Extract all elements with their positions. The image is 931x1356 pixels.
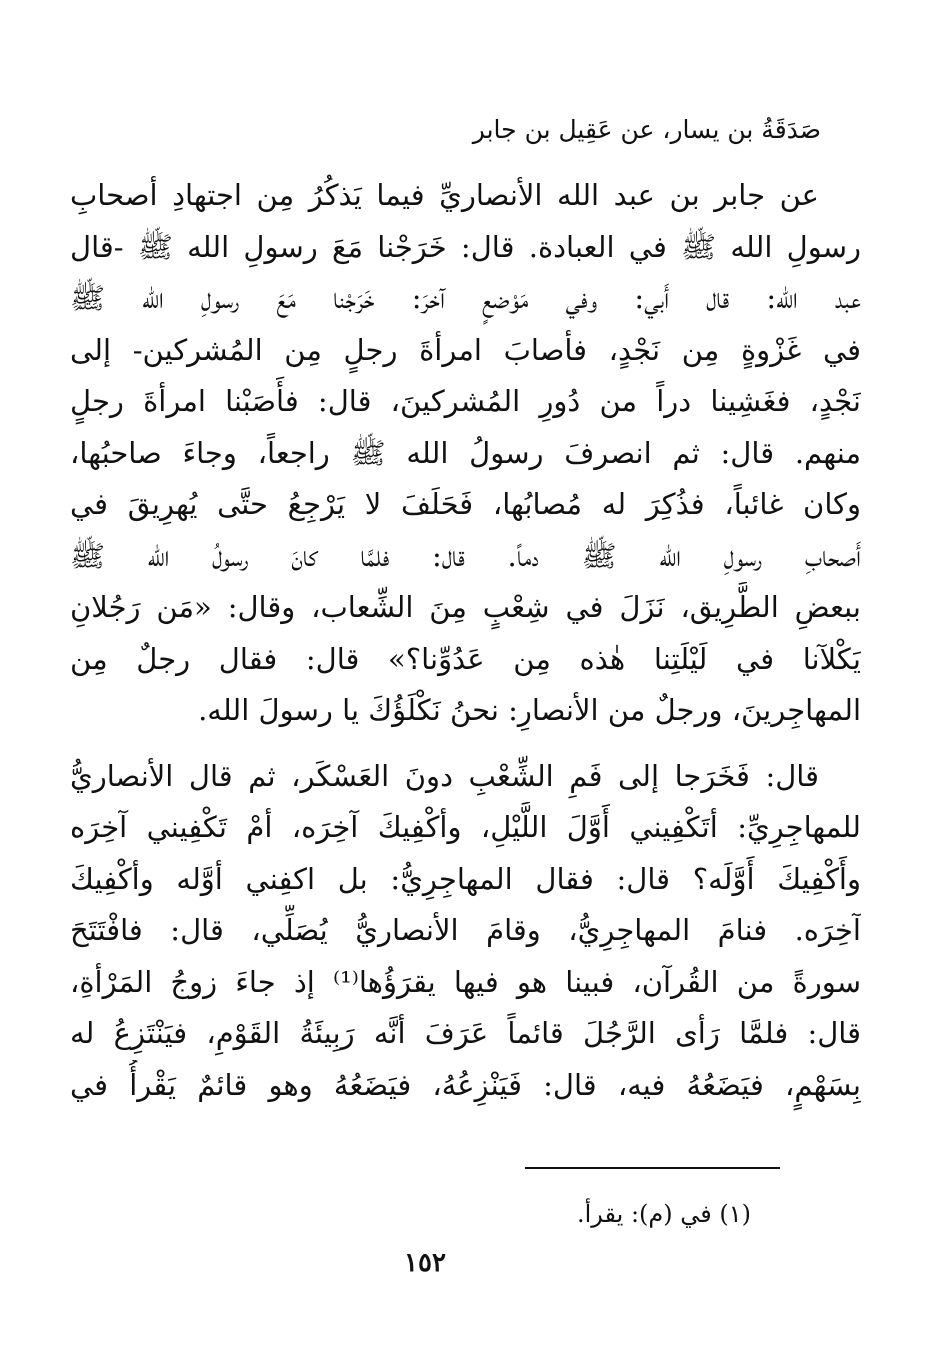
footnote: (١) في (م): يقرأ. [576, 1200, 751, 1228]
text-line: ببعضِ الطَّرِيق، نَزَلَ في شِعْبٍ مِنَ الشِّعاب، وقال: «مَن رَجُلانِ [70, 590, 861, 624]
paragraph-gap [70, 737, 861, 751]
page-number: ١٥٢ [404, 1248, 446, 1278]
text-line: منهم. قال: ثم انصرفَ رسولُ الله ﷺ راجعاً، وجاءَ صاحبُها، [70, 435, 861, 470]
paragraph-1 [70, 170, 861, 737]
text-line: في غَزْوةٍ مِن نَجْدٍ، فأصابَ امرأةَ رجلٍ مِن المُشركين- إلى [70, 332, 861, 367]
text-line: رسولِ الله ﷺ في العبادة. قال: خَرَجْنا مَعَ رسولِ الله ﷺ -قال [70, 229, 861, 264]
text-line: قال: فلمَّا رَأى الرَّجُلَ قائماً عَرَفَ أنَّه رَبِيئَةُ القَوْمِ، فيَنْتَزِعُ له [70, 1016, 861, 1050]
body-text [70, 170, 861, 1111]
text-line: سورةً من القُرآن، فبينا هو فيها يقرَؤُها⁽¹⁾ إذ جاءَ زوجُ المَرْأةِ، [70, 964, 861, 999]
text-line: نَجْدٍ، فغَشِينا دراً من دُورِ المُشركينَ، قال: فأَصَبْنا امرأةَ رجلٍ [70, 384, 861, 418]
text-line: وأَكْفِيكَ أَوَّلَه؟ قال: فقال المهاجِرِيُّ: بل اكفِني أوَّله وأكْفِيكَ [70, 861, 861, 896]
text-line: المهاجِرينَ، ورجلٌ من الأنصارِ: نحنُ نَكْلَؤُكَ يا رسولَ الله. [198, 693, 861, 727]
text-line: وكان غائباً، فذُكِرَ له مُصابُها، فَحَلَفَ لا يَرْجِعُ حتَّى يُهرِيقَ في [70, 487, 861, 521]
text-line: آخِرَه. فنامَ المهاجِرِيُّ، وقامَ الأنصاريُّ يُصَلِّي، قال: فافْتَتَحَ [70, 913, 861, 947]
running-header: صَدَقَةُ بن يسار، عن عَقِيل بن جابر [472, 115, 821, 144]
text-line: أَصحابِ رسولِ الله ﷺ دماً. قال: فلمَّا كانَ رسولُ الله ﷺ [70, 538, 861, 573]
text-line: للمهاجِرِيِّ: أتَكْفِيني أَوَّلَ اللَّيْلِ، وأكْفِيكَ آخِرَه، أمْ تَكْفِيني آخِرَه [70, 810, 861, 844]
text-line: يَكْلآنا في لَيْلَتِنا هٰذه مِن عَدُوِّنا؟» قال: فقال رجلٌ مِن [70, 641, 861, 676]
text-line: عن جابر بن عبد الله الأنصاريِّ فيما يَذكُرُ مِن اجتهادِ أصحابِ [70, 178, 819, 212]
paragraph-2 [70, 751, 861, 1112]
text-line: عبد الله: قال أَبي: وفي مَوْضعٍ آخرَ: خَرَجْنا مَعَ رسولِ الله ﷺ [70, 281, 861, 315]
text-line: بِسَهْمٍ، فيَضَعُهُ فيه، قال: فَيَنْزِعُهُ، فيَضَعُهُ وهو قائمٌ يَقْرأُ في [70, 1067, 861, 1102]
text-line: قال: فَخَرَجا إلى فَمِ الشِّعْبِ دونَ العَسْكَر، ثم قال الأنصاريُّ [70, 758, 819, 793]
footnote-divider [525, 1167, 780, 1169]
